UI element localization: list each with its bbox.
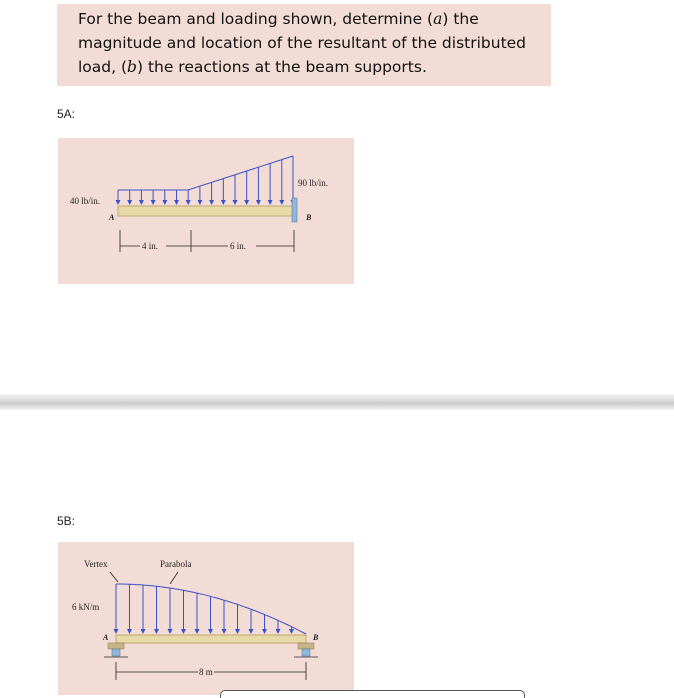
parabola-pointer bbox=[170, 572, 178, 584]
load-arrow-5a-head bbox=[186, 200, 191, 205]
load-arrow-5b-head bbox=[168, 629, 173, 634]
problem-line-3-end: ) the reactions at the beam supports. bbox=[136, 58, 427, 76]
load-arrow-5a-head bbox=[279, 200, 284, 205]
right-load-label-5a: 90 lb/in. bbox=[298, 178, 329, 188]
load-arrow-5b-head bbox=[235, 629, 240, 634]
support-a-pin-5b bbox=[104, 643, 128, 657]
part-b-marker: b bbox=[127, 58, 137, 76]
support-b-block-5a bbox=[292, 198, 297, 222]
load-arrow-5a-head bbox=[174, 200, 179, 205]
load-arrow-5b-head bbox=[249, 629, 254, 634]
problem-line-1 bbox=[78, 7, 551, 31]
dim-label-6in: 6 in. bbox=[230, 241, 247, 251]
load-arrow-5a-head bbox=[139, 200, 144, 205]
bottom-input-edge bbox=[220, 690, 525, 698]
load-arrow-5a-head bbox=[256, 200, 261, 205]
load-arrow-5b-head bbox=[154, 629, 159, 634]
section-5a-label: 5A: bbox=[57, 107, 76, 121]
beam-5a bbox=[118, 206, 294, 216]
section-5b-label: 5B: bbox=[57, 514, 76, 528]
problem-line-3-start: load, ( bbox=[78, 58, 128, 76]
dim-label-4in: 4 in. bbox=[142, 241, 159, 251]
load-arrow-5a-head bbox=[209, 200, 214, 205]
dim-label-8m: 8 m bbox=[199, 667, 213, 677]
load-arrow-5a-head bbox=[197, 200, 202, 205]
figure-5a bbox=[58, 138, 354, 284]
load-arrow-5b-head bbox=[289, 629, 294, 634]
load-arrow-5b-head bbox=[195, 629, 200, 634]
vertex-pointer bbox=[110, 572, 118, 582]
support-a-label-5a: A bbox=[109, 213, 115, 222]
problem-line-3 bbox=[78, 55, 551, 79]
figure-5a-diagram bbox=[58, 138, 354, 284]
load-arrow-5b-head bbox=[141, 629, 146, 634]
problem-line-1-end: ) the bbox=[442, 10, 479, 28]
load-arrow-5a-head bbox=[221, 200, 226, 205]
load-arrow-5a-head bbox=[268, 200, 273, 205]
parabola-label: Parabola bbox=[160, 559, 192, 569]
figure-5b bbox=[58, 542, 354, 695]
part-a-marker: a bbox=[433, 10, 443, 28]
load-arrow-5b-head bbox=[208, 629, 213, 634]
support-a-label-5b: A bbox=[103, 633, 109, 642]
load-arrows-5a bbox=[116, 156, 296, 205]
support-b-label-5a: B bbox=[306, 213, 312, 222]
load-arrows-5b bbox=[114, 584, 295, 634]
load-label-5b: 6 kN/m bbox=[72, 602, 100, 612]
load-arrow-5b-head bbox=[114, 629, 119, 634]
load-outline-5a bbox=[118, 156, 293, 190]
support-b-label-5b: B bbox=[313, 633, 319, 642]
load-arrow-5a-head bbox=[127, 200, 132, 205]
load-arrow-5a-head bbox=[233, 200, 238, 205]
load-arrow-5b-head bbox=[262, 629, 267, 634]
problem-line-2: magnitude and location of the resultant of the distributed bbox=[78, 34, 527, 52]
load-arrow-5b-head bbox=[127, 629, 132, 634]
load-arrow-5b-head bbox=[181, 629, 186, 634]
left-load-label-5a: 40 lb/in. bbox=[70, 196, 101, 206]
problem-line-1-start: For the beam and loading shown, determine ( bbox=[78, 10, 434, 28]
support-b-pin-5b bbox=[294, 643, 318, 657]
load-arrow-5a-head bbox=[162, 200, 167, 205]
problem-statement-box bbox=[57, 4, 551, 86]
load-arrow-5a-head bbox=[244, 200, 249, 205]
load-arrow-5a-head bbox=[151, 200, 156, 205]
page-divider bbox=[0, 394, 674, 410]
vertex-label: Vertex bbox=[84, 559, 108, 569]
load-arrow-5b-head bbox=[222, 629, 227, 634]
beam-5b bbox=[116, 635, 306, 643]
figure-5b-diagram bbox=[58, 542, 354, 695]
load-arrow-5b-head bbox=[276, 629, 281, 634]
load-arrow-5a-head bbox=[116, 200, 121, 205]
